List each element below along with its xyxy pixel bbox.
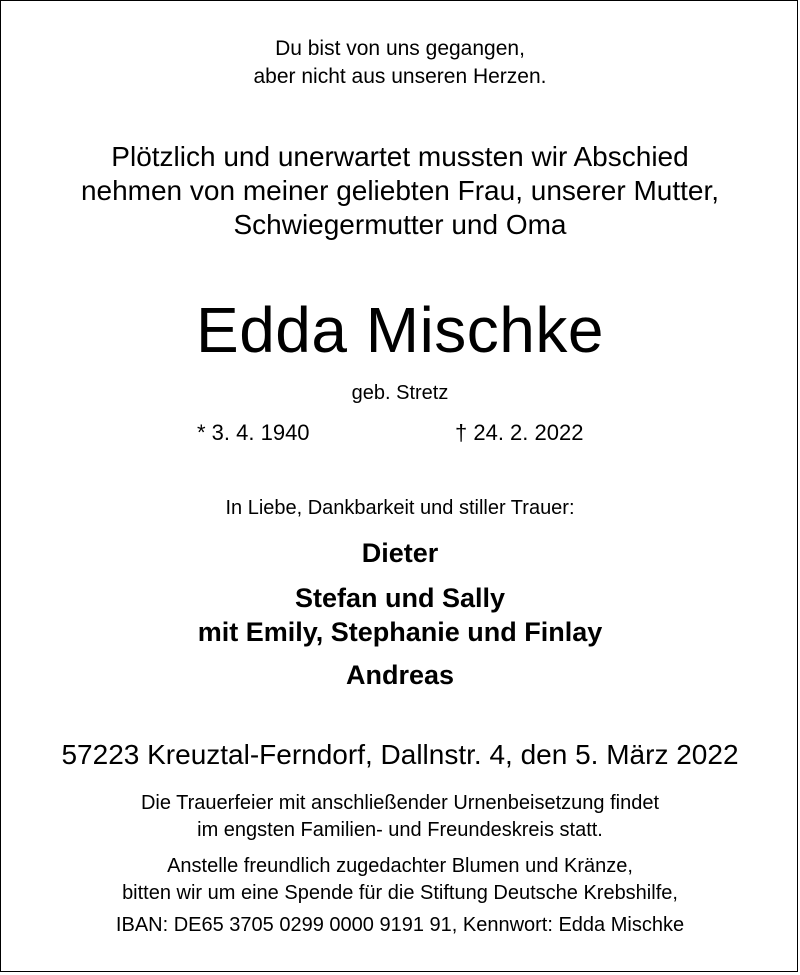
motto-line-2: aber nicht aus unseren Herzen. bbox=[253, 65, 547, 88]
intro-line-3: Schwiegermutter und Oma bbox=[233, 209, 567, 240]
birth-name: geb. Stretz bbox=[351, 382, 449, 404]
intro-line-2: nehmen von meiner geliebten Frau, unserer Mutter, bbox=[80, 175, 720, 206]
family-member-3: mit Emily, Stephanie und Finlay bbox=[197, 617, 603, 647]
intro-line-1: Plötzlich und unerwartet mussten wir Abschied bbox=[111, 141, 689, 172]
funeral-note-line-1: Die Trauerfeier mit anschließender Urnenbeisetzung findet bbox=[140, 792, 660, 814]
family-member-4: Andreas bbox=[345, 660, 455, 690]
mourning-line: In Liebe, Dankbarkeit und stiller Trauer: bbox=[225, 497, 575, 519]
funeral-note-line-2: im engsten Familien- und Freundeskreis statt. bbox=[197, 819, 603, 841]
death-date: † 24. 2. 2022 bbox=[455, 420, 584, 445]
donation-note-line-2: bitten wir um eine Spende für die Stiftung Deutsche Krebshilfe, bbox=[122, 882, 678, 904]
address-line: 57223 Kreuztal-Ferndorf, Dallnstr. 4, den 5. März 2022 bbox=[61, 739, 739, 770]
motto-line-1: Du bist von uns gegangen, bbox=[275, 37, 525, 60]
family-member-1: Dieter bbox=[361, 538, 439, 568]
donation-note-line-1: Anstelle freundlich zugedachter Blumen und Kränze, bbox=[167, 855, 633, 877]
family-member-2: Stefan und Sally bbox=[294, 583, 506, 613]
donation-note-line-3: IBAN: DE65 3705 0299 0000 9191 91, Kennwort: Edda Mischke bbox=[115, 914, 685, 936]
deceased-name: Edda Mischke bbox=[196, 294, 604, 366]
birth-date: * 3. 4. 1940 bbox=[197, 420, 310, 445]
